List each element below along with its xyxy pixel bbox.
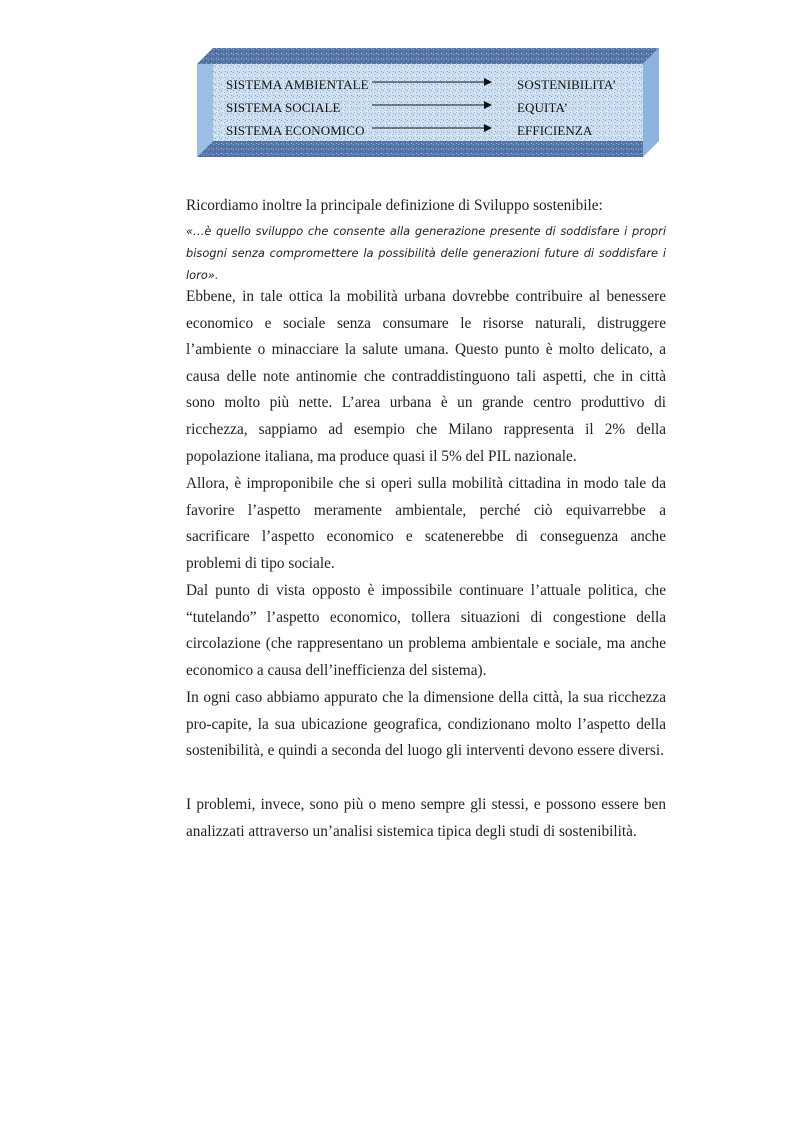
paragraph-5: I problemi, invece, sono più o meno sempre gli stessi, e possono essere ben analizzati attraverso un’analisi sistemica tipica degli studi di sostenibilità. (186, 796, 666, 840)
box-top-face (197, 48, 659, 64)
diagram-result-label: SOSTENIBILITA’ (517, 77, 617, 92)
paragraph-3: Dal punto di vista opposto è impossibile continuare l’attuale politica, che “tutelando” l’aspetto economico, tollera situazioni di congestione della circolazione (che rappresentano un problema ambientale e sociale, ma anche economico a causa dell’inefficienza del sistema). (186, 582, 666, 679)
diagram-system-label: SISTEMA ECONOMICO (226, 123, 365, 138)
diagram-row-sociale (197, 97, 659, 117)
paragraph-1: Ebbene, in tale ottica la mobilità urbana dovrebbe contribuire al benessere economico e sociale senza consumare le risorse naturali, distruggere l’ambiente o minacciare la salute umana. Questo punto è molto delicato, a causa delle note antinomie che contraddistinguono tali aspetti, che in città sono molto più nette. L’area urbana è un grande centro produttivo di ricchezza, sappiamo ad esempio che Milano rappresenta il 2% della popolazione italiana, ma produce quasi il 5% del PIL nazionale. (186, 288, 666, 465)
arrow-icon (372, 97, 492, 117)
diagram-row-ambientale (197, 74, 659, 94)
arrow-icon (372, 74, 492, 94)
diagram-result-label: EQUITA’ (517, 100, 568, 115)
box-bottom-face (197, 141, 643, 157)
systems-diagram (197, 48, 659, 160)
diagram-system-label: SISTEMA SOCIALE (226, 100, 341, 115)
diagram-system-label: SISTEMA AMBIENTALE (226, 77, 369, 92)
paragraph-4: In ogni caso abbiamo appurato che la dimensione della città, la sua ricchezza pro-capite, la sua ubicazione geografica, condizionano molto l’aspetto della sostenibilità, e quindi a seconda del luogo gli interventi devono essere diversi. (186, 689, 666, 760)
intro-sentence: Ricordiamo inoltre la principale definizione di Sviluppo sostenibile: (186, 197, 603, 214)
paragraph-2: Allora, è improponibile che si operi sulla mobilità cittadina in modo tale da favorire l’aspetto meramente ambientale, perché ciò equivarrebbe a sacrificare l’aspetto economico e scatenerebbe di conseguenza anche problemi di tipo sociale. (186, 475, 666, 572)
definition-quote: «…è quello sviluppo che consente alla generazione presente di soddisfare i propri bisogni senza compromettere la possibilità delle generazioni future di soddisfare i loro». (186, 224, 666, 282)
diagram-row-economico (197, 120, 659, 140)
arrow-icon (372, 120, 492, 140)
diagram-result-label: EFFICIENZA (517, 123, 593, 138)
